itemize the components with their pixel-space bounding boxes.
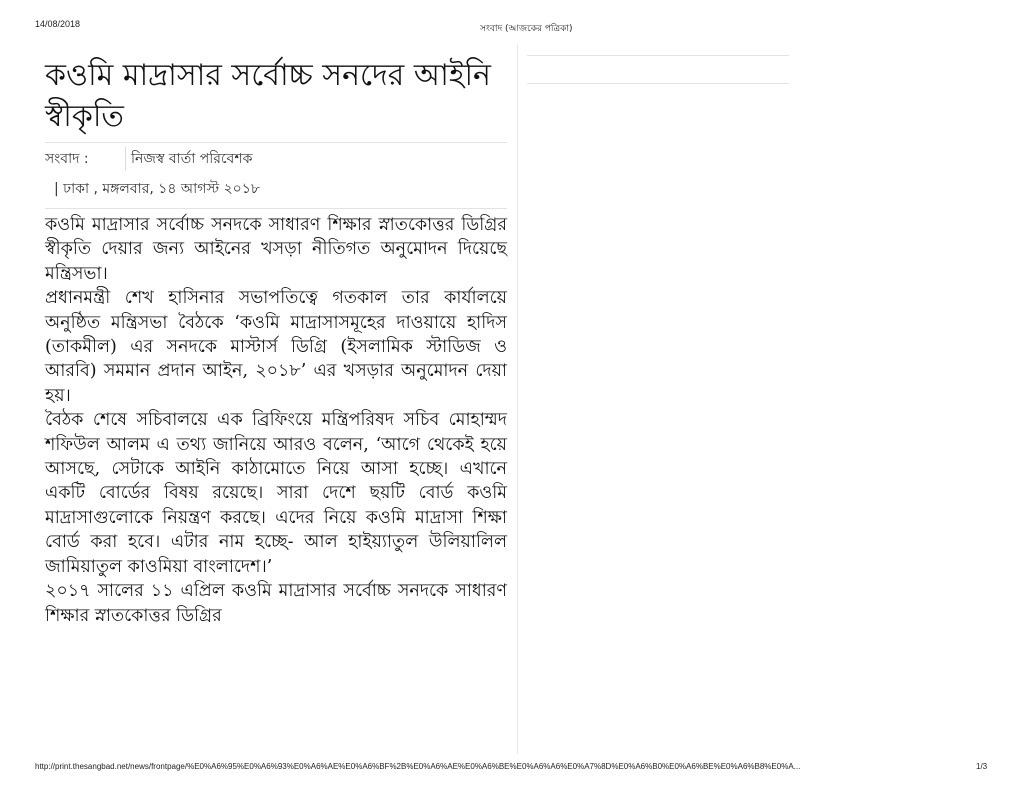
print-footer-url: http://print.thesangbad.net/news/frontpage/%E0%A6%95%E0%A6%93%E0%A6%AE%E0%A6%BF%2B%E0%A6%AE%E0%A6%BE%E0%A6%A6%E0%A7%8D%E0%A6%B0%E0%A6%BE%E0%A6%B8%E0%A... xyxy=(35,762,801,771)
article xyxy=(45,55,507,628)
paragraph: বৈঠক শেষে সচিবালয়ে এক ব্রিফিংয়ে মন্ত্রিপরিষদ সচিব মোহাম্মদ শফিউল আলম এ তথ্য জানিয়ে আরও বলেন, ‘আগে থেকেই হয়ে আসছে, সেটাকে আইনি কাঠামোতে নিয়ে আসা হচ্ছে। এখানে একটি বোর্ডের বিষয় রয়েছে। সারা দেশে ছয়টি বোর্ড কওমি মাদ্রাসাগুলোকে নিয়ন্ত্রণ করছে। এদের নিয়ে কওমি মাদ্রাসা শিক্ষা বোর্ড করা হবে। এটার নাম হচ্ছে- আল হাইয়্যাতুল উলিয়ালিল জামিয়াতুল কাওমিয়া বাংলাদেশ।’ xyxy=(45,410,507,577)
column-divider xyxy=(517,44,518,754)
paragraph: কওমি মাদ্রাসার সর্বোচ্চ সনদকে সাধারণ শিক্ষার স্নাতকোত্তর ডিগ্রির স্বীকৃতি দেয়ার জন্য আইনের খসড়া নীতিগত অনুমোদন দিয়েছে মন্ত্রিসভা। xyxy=(45,215,507,284)
source-label: সংবাদ : xyxy=(45,147,126,171)
byline xyxy=(45,142,507,171)
print-date: 14/08/2018 xyxy=(35,19,81,29)
paragraph: ২০১৭ সালের ১১ এপ্রিল কওমি মাদ্রাসার সর্বোচ্চ সনদকে সাধারণ শিক্ষার স্নাতকোত্তর ডিগ্রির xyxy=(45,581,507,626)
print-page-title: সংবাদ (আজকের পত্রিকা) xyxy=(480,24,573,34)
sidebar-rule-top xyxy=(527,55,789,56)
paragraph: প্রধানমন্ত্রী শেখ হাসিনার সভাপতিত্বে গতকাল তার কার্যালয়ে অনুষ্ঠিত মন্ত্রিসভা বৈঠকে ‘কওমি মাদ্রাসাসমূহের দাওয়ায়ে হাদিস (তাকমীল) এর সনদকে মাস্টার্স ডিগ্রি (ইসলামিক স্টাডিজ ও আরবি) সমমান প্রদান আইন, ২০১৮’ এর খসড়ার অনুমোদন দেয়া হয়। xyxy=(45,288,507,406)
article-body xyxy=(45,213,507,628)
page-number: 1/3 xyxy=(976,762,988,771)
divider xyxy=(45,208,507,209)
sidebar-rule-bottom xyxy=(527,83,789,84)
article-headline: কওমি মাদ্রাসার সর্বোচ্চ সনদের আইনি স্বীকৃতি xyxy=(45,58,491,134)
reporter-name: নিজস্ব বার্তা পরিবেশক xyxy=(131,151,253,167)
dateline: | ঢাকা , মঙ্গলবার, ১৪ আগস্ট ২০১৮ xyxy=(54,181,260,197)
